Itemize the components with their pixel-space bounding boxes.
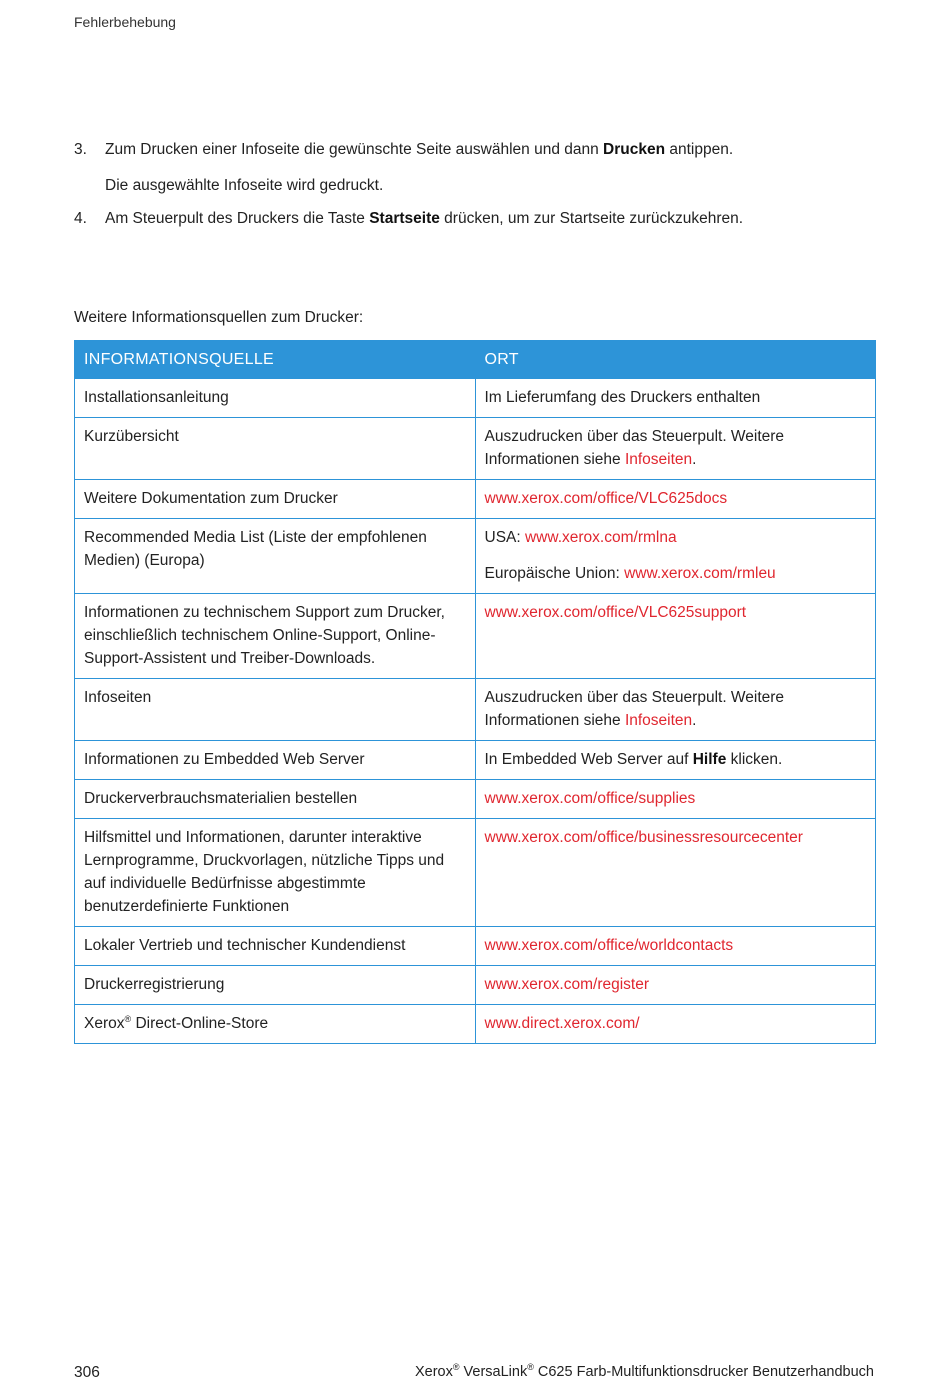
source-cell: Druckerregistrierung <box>75 966 476 1005</box>
document-title: Xerox® VersaLink® C625 Farb-Multifunktionsdrucker Benutzerhandbuch <box>414 1362 874 1380</box>
step-text: Zum Drucken einer Infoseite die gewünschte Seite auswählen und dann Drucken antippen. <box>105 141 734 158</box>
docs-link[interactable]: www.xerox.com/office/VLC625docs <box>484 490 728 507</box>
source-cell: Installationsanleitung <box>75 379 476 418</box>
header-informationsquelle: INFORMATIONSQUELLE <box>75 341 476 379</box>
source-cell: Infoseiten <box>75 679 476 741</box>
step-list <box>74 140 874 229</box>
source-cell: Weitere Dokumentation zum Drucker <box>75 480 476 519</box>
source-cell: Informationen zu technischem Support zum Drucker, einschließlich technischem Online-Support, Online-Support-Assistent und Treiber-Downloads. <box>75 594 476 679</box>
table-row <box>75 780 876 819</box>
location-cell <box>475 480 876 519</box>
step-text: Am Steuerpult des Druckers die Taste Startseite drücken, um zur Startseite zurückzukehren. <box>105 210 744 227</box>
table-row <box>75 1005 876 1044</box>
source-cell: Informationen zu Embedded Web Server <box>75 741 476 780</box>
source-cell: Recommended Media List (Liste der empfohlenen Medien) (Europa) <box>75 519 476 594</box>
rmlna-link[interactable]: www.xerox.com/rmlna <box>524 529 677 546</box>
location-cell: In Embedded Web Server auf Hilfe klicken. <box>475 741 876 780</box>
location-cell <box>475 966 876 1005</box>
worldcontacts-link[interactable]: www.xerox.com/office/worldcontacts <box>484 937 734 954</box>
step-number: 3. <box>74 141 87 158</box>
table-row <box>75 741 876 780</box>
table-header-row <box>75 341 876 379</box>
direct-store-link[interactable]: www.direct.xerox.com/ <box>484 1015 640 1032</box>
info-sources-table <box>74 340 876 1044</box>
hilfe-label: Hilfe <box>692 751 727 768</box>
support-link[interactable]: www.xerox.com/office/VLC625support <box>484 604 747 621</box>
table-row <box>75 379 876 418</box>
source-cell: Kurzübersicht <box>75 418 476 480</box>
location-cell: Auszudrucken über das Steuerpult. Weitere Informationen siehe Infoseiten. <box>475 679 876 741</box>
table-row <box>75 480 876 519</box>
table-row <box>75 679 876 741</box>
page-number: 306 <box>74 1364 100 1381</box>
table-row <box>75 966 876 1005</box>
location-cell: Auszudrucken über das Steuerpult. Weitere Informationen siehe Infoseiten. <box>475 418 876 480</box>
step-3-result: Die ausgewählte Infoseite wird gedruckt. <box>105 177 384 194</box>
step-number: 4. <box>74 210 87 227</box>
table-row <box>75 418 876 480</box>
table-row <box>75 594 876 679</box>
source-cell: Druckerverbrauchsmaterialien bestellen <box>75 780 476 819</box>
location-cell <box>475 780 876 819</box>
table-row <box>75 819 876 927</box>
businessresourcecenter-link[interactable]: www.xerox.com/office/businessresourcecenter <box>484 829 803 846</box>
rmleu-link[interactable]: www.xerox.com/rmleu <box>624 565 776 582</box>
infoseiten-link[interactable]: Infoseiten <box>624 451 693 468</box>
table-intro: Weitere Informationsquellen zum Drucker: <box>74 309 364 326</box>
drucken-label: Drucken <box>603 141 666 158</box>
table-row <box>75 519 876 594</box>
step-3 <box>74 140 874 160</box>
location-cell <box>475 819 876 927</box>
supplies-link[interactable]: www.xerox.com/office/supplies <box>484 790 696 807</box>
location-cell: Im Lieferumfang des Druckers enthalten <box>475 379 876 418</box>
step-4 <box>74 209 874 229</box>
startseite-label: Startseite <box>369 210 440 227</box>
location-cell <box>475 927 876 966</box>
source-cell: Xerox® Direct-Online-Store <box>75 1005 476 1044</box>
table-row <box>75 927 876 966</box>
location-cell: USA: www.xerox.com/rmlna Europäische Union: www.xerox.com/rmleu <box>475 519 876 594</box>
header-ort: ORT <box>475 341 876 379</box>
register-link[interactable]: www.xerox.com/register <box>484 976 650 993</box>
running-header: Fehlerbehebung <box>74 14 176 30</box>
infoseiten-link[interactable]: Infoseiten <box>624 712 693 729</box>
source-cell: Hilfsmittel und Informationen, darunter interaktive Lernprogramme, Druckvorlagen, nützliche Tipps und auf individuelle Bedürfnisse abgestimmte benutzerdefinierte Funktionen <box>75 819 476 927</box>
location-cell <box>475 1005 876 1044</box>
source-cell: Lokaler Vertrieb und technischer Kundendienst <box>75 927 476 966</box>
location-cell <box>475 594 876 679</box>
